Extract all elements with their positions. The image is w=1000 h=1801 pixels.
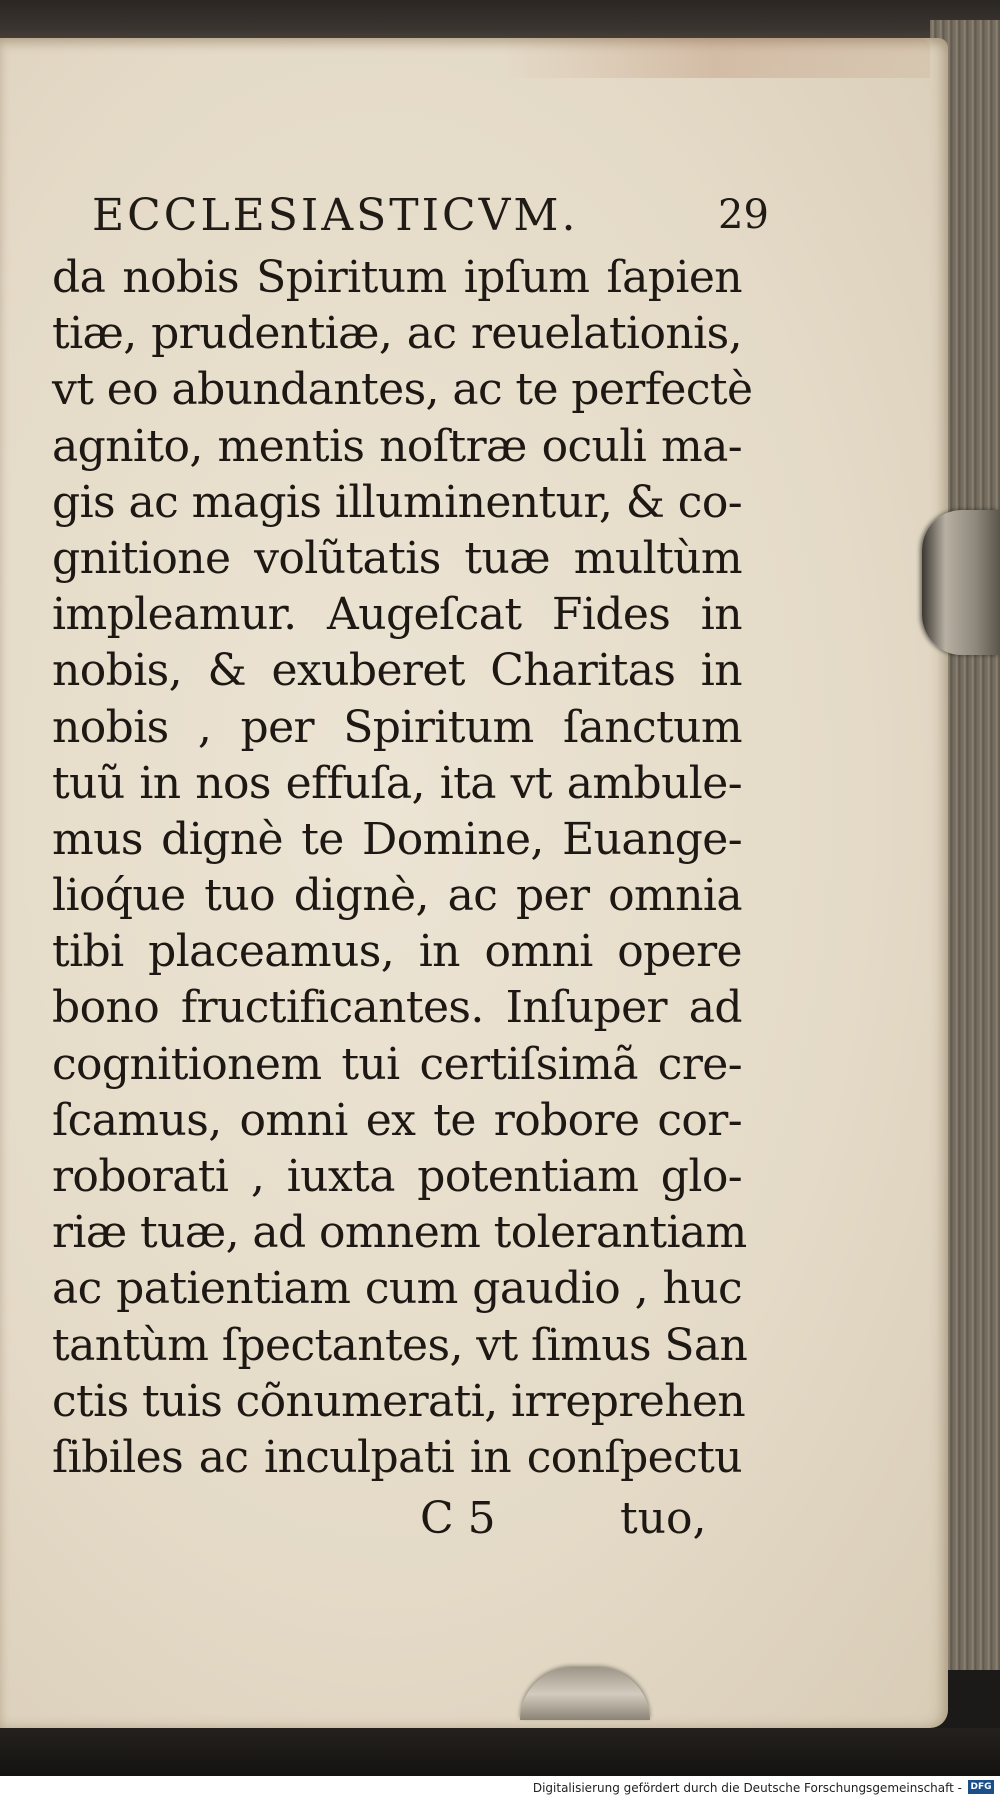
text-line: nobis , per Spiritum ſanctum bbox=[52, 701, 742, 753]
text-line: cognitionem tui certiſsimã cre- bbox=[52, 1038, 742, 1090]
text-line: ac patientiam cum gaudio , huc bbox=[52, 1263, 742, 1315]
text-line: ctis tuis cõnumerati, irreprehen bbox=[52, 1375, 746, 1427]
text-line: tuũ in nos effuſa, ita vt ambule- bbox=[52, 757, 742, 809]
text-line: lioq́ue tuo dignè, ac per omnia bbox=[52, 870, 742, 922]
text-line: ſcamus, omni ex te robore cor- bbox=[52, 1094, 742, 1146]
text-line: tibi placeamus, in omni opere bbox=[52, 926, 742, 978]
book-bottom-edge bbox=[0, 1728, 1000, 1776]
signature-mark: C 5 bbox=[420, 1493, 496, 1544]
text-line: riæ tuæ, ad omnem tolerantiam bbox=[52, 1207, 747, 1259]
text-line: vt eo abundantes, ac te perfectè bbox=[52, 364, 753, 416]
text-line: tiæ, prudentiæ, ac reuelationis, bbox=[52, 308, 742, 360]
text-line: impleamur. Augeſcat Fides in bbox=[52, 589, 742, 641]
page-number: 29 bbox=[718, 192, 769, 238]
text-line: nobis, & exuberet Charitas in bbox=[52, 645, 742, 697]
text-line: bono fructificantes. Inſuper ad bbox=[52, 982, 742, 1034]
text-line: gis ac magis illuminentur, & co- bbox=[52, 476, 742, 528]
catchword: tuo, bbox=[620, 1493, 707, 1544]
metal-clasp-side bbox=[922, 510, 1000, 655]
text-line: gnitione volũtatis tuæ multùm bbox=[52, 532, 742, 584]
page-stain bbox=[500, 38, 930, 78]
text-line: tantùm ſpectantes, vt ſimus San bbox=[52, 1319, 748, 1371]
running-head: ECCLESIASTICVM. bbox=[92, 190, 579, 241]
text-line: agnito, mentis noſtræ oculi ma- bbox=[52, 420, 742, 472]
text-line: da nobis Spiritum ipſum ſapien bbox=[52, 252, 742, 303]
footer-credit: Digitalisierung gefördert durch die Deutsche Forschungsgemeinschaft - bbox=[532, 1781, 962, 1795]
catchline bbox=[420, 1493, 720, 1553]
text-line: roborati , iuxta potentiam glo- bbox=[52, 1151, 742, 1202]
dfg-logo-icon: DFG bbox=[968, 1780, 994, 1794]
book-top-edge bbox=[0, 0, 1000, 42]
text-line: mus dignè te Domine, Euange- bbox=[52, 813, 742, 865]
text-line: ſibiles ac inculpati in conſpectu bbox=[52, 1431, 742, 1483]
text-block bbox=[52, 250, 753, 1486]
